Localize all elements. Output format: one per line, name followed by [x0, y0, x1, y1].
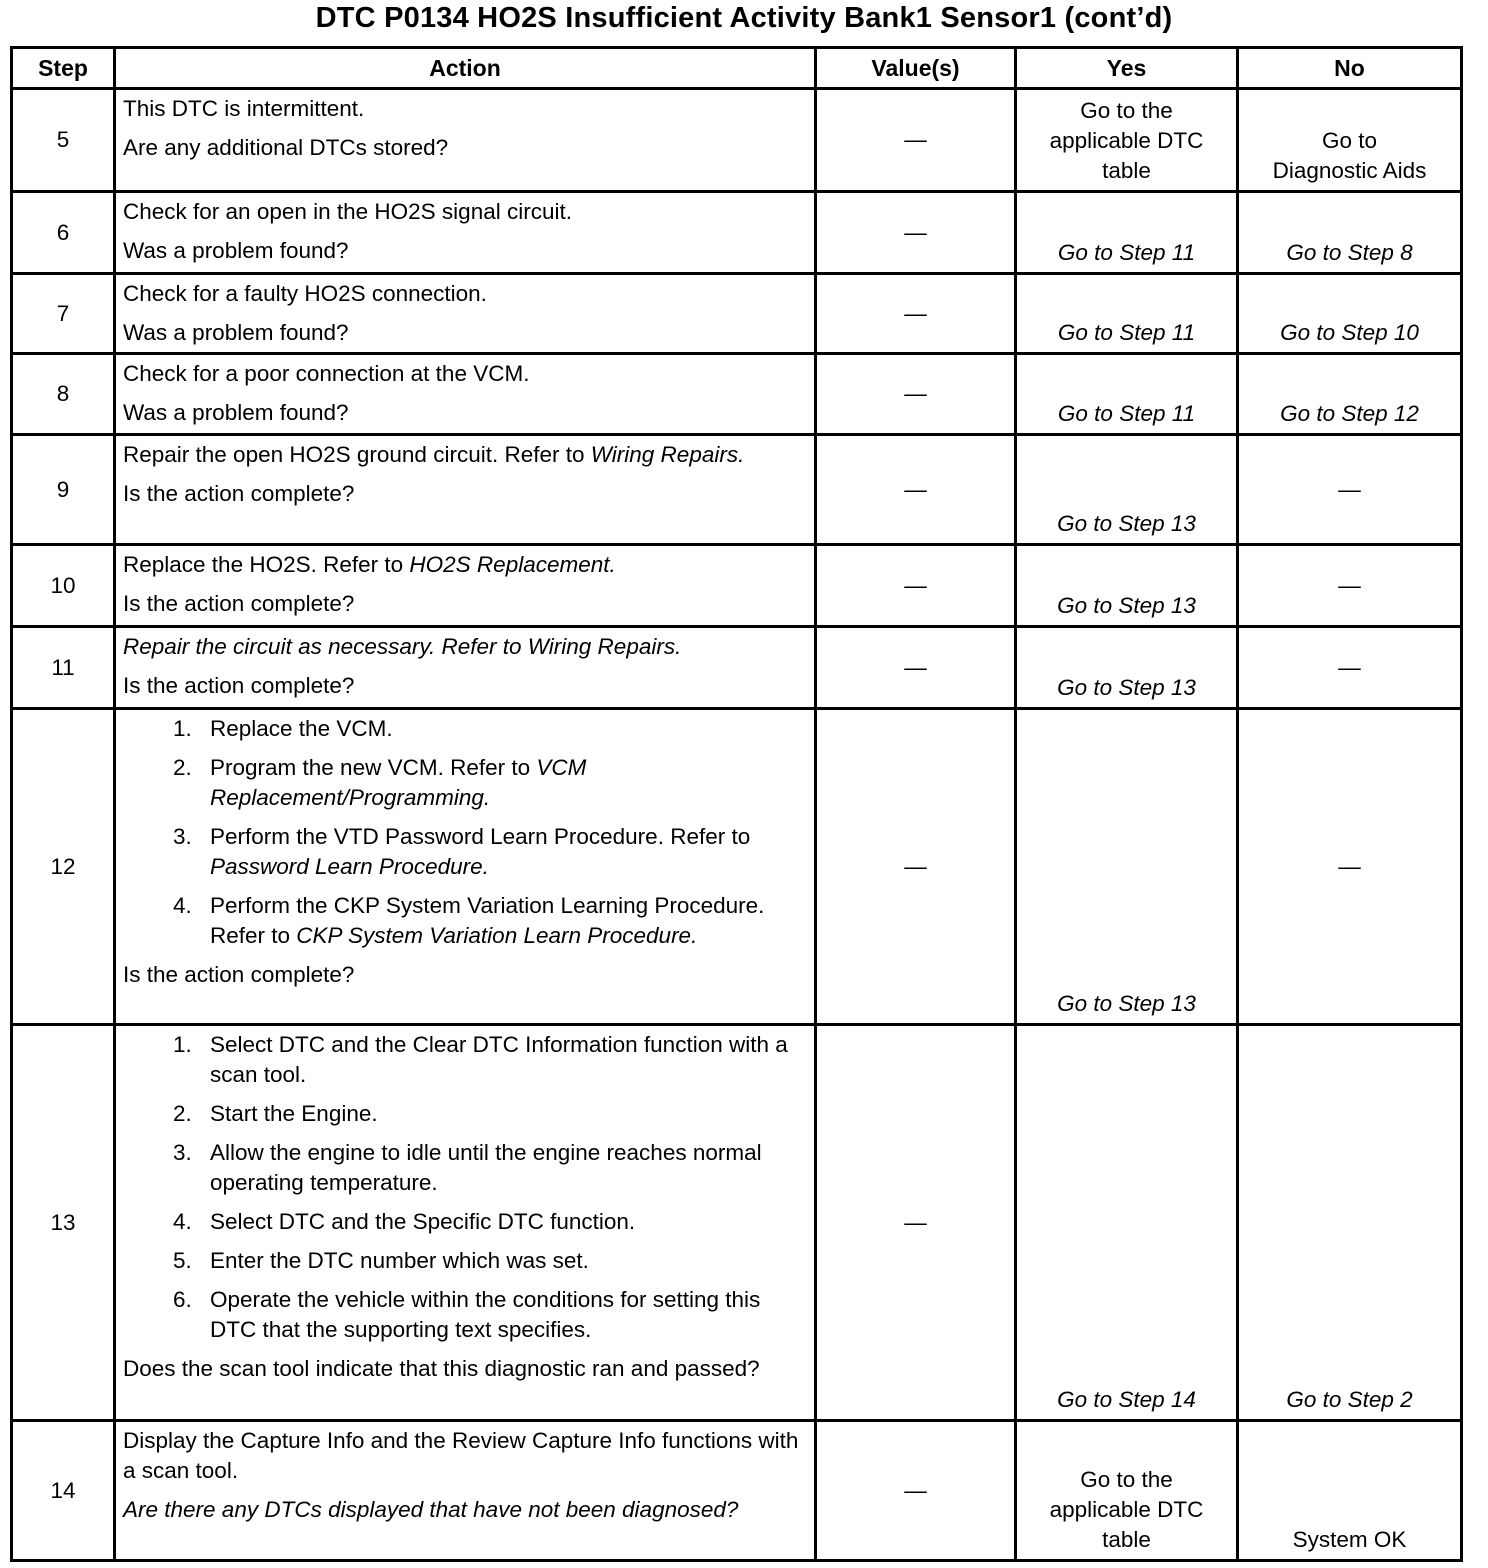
- action-cell: [115, 435, 816, 545]
- no-cell: System OK: [1238, 1421, 1462, 1561]
- step-number: 9: [12, 435, 115, 545]
- table-row: [12, 435, 1462, 545]
- action-question: Are any additional DTCs stored?: [123, 135, 449, 160]
- step-number: 8: [12, 354, 115, 435]
- value-cell: —: [816, 627, 1016, 709]
- step-number: 5: [12, 89, 115, 192]
- list-item: 2. Start the Engine.: [198, 1099, 806, 1129]
- value-cell: —: [816, 274, 1016, 354]
- action-text: Display the Capture Info and the Review Capture Info functions with a scan tool.: [123, 1428, 799, 1483]
- list-item: 1. Replace the VCM.: [198, 714, 806, 744]
- action-text: Repair the open HO2S ground circuit. Refer to Wiring Repairs.: [123, 442, 745, 467]
- action-text: Replace the HO2S. Refer to HO2S Replacement.: [123, 552, 616, 577]
- list-item: 4. Perform the CKP System Variation Learning Procedure. Refer to CKP System Variation Learn Procedure.: [198, 891, 806, 951]
- reference-link: CKP System Variation Learn Procedure.: [296, 923, 698, 948]
- table-row: [12, 1421, 1462, 1561]
- table-row: [12, 545, 1462, 627]
- reference-link: Wiring Repairs.: [590, 442, 745, 467]
- yes-cell: Go to Step 11: [1016, 274, 1238, 354]
- step-number: 14: [12, 1421, 115, 1561]
- action-cell: [115, 89, 816, 192]
- no-cell: Go to Diagnostic Aids: [1238, 89, 1462, 192]
- action-text: Check for a poor connection at the VCM.: [123, 361, 530, 386]
- no-cell: —: [1238, 435, 1462, 545]
- no-cell: Go to Step 12: [1238, 354, 1462, 435]
- diagnostic-table: [10, 46, 1463, 1562]
- action-cell: [115, 1421, 816, 1561]
- list-item: 5. Enter the DTC number which was set.: [198, 1246, 806, 1276]
- value-cell: —: [816, 89, 1016, 192]
- yes-cell: Go to Step 13: [1016, 435, 1238, 545]
- reference-link: HO2S Replacement.: [409, 552, 616, 577]
- no-cell: Go to Step 10: [1238, 274, 1462, 354]
- step-number: 7: [12, 274, 115, 354]
- page-title: DTC P0134 HO2S Insufficient Activity Bank1 Sensor1 (cont’d): [315, 2, 1173, 34]
- no-cell: Go to Step 2: [1238, 1025, 1462, 1421]
- action-text: This DTC is intermittent.: [123, 96, 365, 121]
- value-cell: —: [816, 192, 1016, 274]
- step-number: 10: [12, 545, 115, 627]
- step-number: 13: [12, 1025, 115, 1421]
- header-yes: Yes: [1016, 48, 1238, 89]
- action-cell: [115, 1025, 816, 1421]
- table-row: [12, 627, 1462, 709]
- step-number: 12: [12, 709, 115, 1025]
- step-number: 6: [12, 192, 115, 274]
- no-cell: —: [1238, 709, 1462, 1025]
- action-cell: [115, 274, 816, 354]
- action-question: Was a problem found?: [123, 400, 349, 425]
- action-cell: [115, 627, 816, 709]
- list-item: 3. Perform the VTD Password Learn Procedure. Refer to Password Learn Procedure.: [198, 822, 806, 882]
- value-cell: —: [816, 354, 1016, 435]
- action-question: Is the action complete?: [123, 591, 355, 616]
- action-question: Is the action complete?: [123, 673, 355, 698]
- action-question: Is the action complete?: [123, 481, 355, 506]
- procedure-list: [123, 1030, 806, 1345]
- yes-cell: Go to Step 11: [1016, 192, 1238, 274]
- table-row: [12, 1025, 1462, 1421]
- action-question: Does the scan tool indicate that this diagnostic ran and passed?: [123, 1356, 760, 1381]
- value-cell: —: [816, 709, 1016, 1025]
- table-row: [12, 192, 1462, 274]
- header-action: Action: [115, 48, 816, 89]
- action-cell: [115, 709, 816, 1025]
- procedure-list: [123, 714, 806, 951]
- header-row: [12, 48, 1462, 89]
- table-row: [12, 274, 1462, 354]
- action-text: Check for an open in the HO2S signal circuit.: [123, 199, 572, 224]
- list-item: 4. Select DTC and the Specific DTC function.: [198, 1207, 806, 1237]
- header-values: Value(s): [816, 48, 1016, 89]
- yes-cell: Go to the applicable DTC table: [1016, 89, 1238, 192]
- yes-cell: Go to Step 13: [1016, 709, 1238, 1025]
- action-question: Was a problem found?: [123, 238, 349, 263]
- action-text: Repair the circuit as necessary. Refer to Wiring Repairs.: [123, 634, 682, 659]
- yes-cell: Go to Step 11: [1016, 354, 1238, 435]
- no-cell: Go to Step 8: [1238, 192, 1462, 274]
- yes-cell: Go to the applicable DTC table: [1016, 1421, 1238, 1561]
- action-cell: [115, 354, 816, 435]
- list-item: 1. Select DTC and the Clear DTC Information function with a scan tool.: [198, 1030, 806, 1090]
- action-cell: [115, 545, 816, 627]
- value-cell: —: [816, 545, 1016, 627]
- value-cell: —: [816, 435, 1016, 545]
- action-cell: [115, 192, 816, 274]
- value-cell: —: [816, 1421, 1016, 1561]
- reference-link: VCM Replacement/Programming.: [210, 755, 587, 810]
- header-step: Step: [12, 48, 115, 89]
- yes-cell: Go to Step 13: [1016, 627, 1238, 709]
- table-row: [12, 709, 1462, 1025]
- yes-cell: Go to Step 14: [1016, 1025, 1238, 1421]
- list-item: 6. Operate the vehicle within the conditions for setting this DTC that the supporting text specifies.: [198, 1285, 806, 1345]
- table-row: [12, 89, 1462, 192]
- no-cell: —: [1238, 545, 1462, 627]
- value-cell: —: [816, 1025, 1016, 1421]
- action-text: Check for a faulty HO2S connection.: [123, 281, 487, 306]
- list-item: 3. Allow the engine to idle until the engine reaches normal operating temperature.: [198, 1138, 806, 1198]
- step-number: 11: [12, 627, 115, 709]
- reference-link: Password Learn Procedure.: [210, 854, 489, 879]
- action-question: Was a problem found?: [123, 320, 349, 345]
- header-no: No: [1238, 48, 1462, 89]
- no-cell: —: [1238, 627, 1462, 709]
- action-question: Are there any DTCs displayed that have not been diagnosed?: [123, 1497, 739, 1522]
- action-question: Is the action complete?: [123, 962, 355, 987]
- yes-cell: Go to Step 13: [1016, 545, 1238, 627]
- list-item: 2. Program the new VCM. Refer to VCM Replacement/Programming.: [198, 753, 806, 813]
- reference-link: Wiring Repairs.: [527, 634, 682, 659]
- table-row: [12, 354, 1462, 435]
